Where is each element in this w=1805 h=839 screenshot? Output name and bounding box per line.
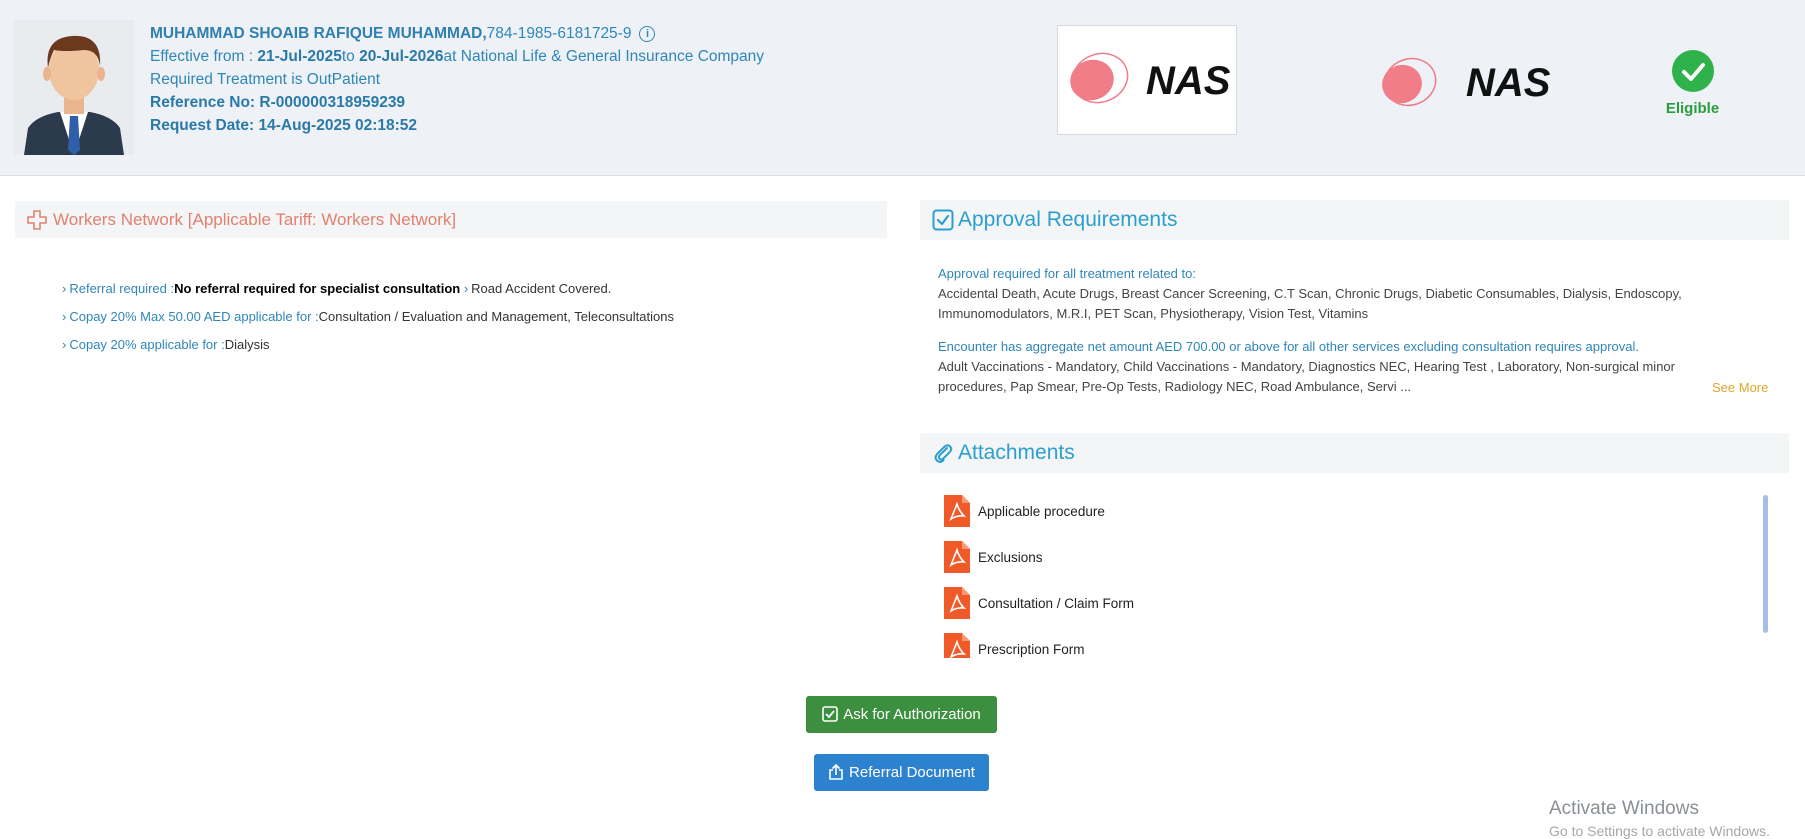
rule-value: No referral required for specialist consultation (174, 281, 461, 296)
check-circle-icon (1672, 50, 1714, 92)
effective-to: 20-Jul-2026 (359, 48, 444, 65)
info-icon[interactable]: i (639, 26, 655, 42)
attachments-scrollbar[interactable] (1763, 495, 1768, 633)
referral-document-button[interactable] (814, 754, 989, 791)
attachments-title: Attachments (958, 441, 1075, 464)
reference-number: Reference No: R-000000318959239 (150, 94, 406, 111)
chevron-right-icon: › (62, 281, 67, 296)
network-rules (62, 275, 674, 359)
nas-logo-boxed (1057, 25, 1237, 135)
attachment-item[interactable] (940, 495, 1740, 541)
nas-logo-text: NAS (1466, 61, 1551, 105)
medical-cross-icon (27, 210, 47, 230)
approval-block-body: Accidental Death, Acute Drugs, Breast Cancer Screening, C.T Scan, Chronic Drugs, Diabetic Consumables, Dialysis, Endoscopy, Immunomodulators, M.R.I, PET Scan, Physiotherapy, Vision Test, Vitamins (938, 286, 1682, 321)
attachment-name[interactable]: Consultation / Claim Form (978, 596, 1135, 611)
rule-item (62, 275, 674, 303)
rule-item (62, 303, 674, 331)
effective-from: 21-Jul-2025 (257, 48, 342, 65)
nas-logo (1378, 44, 1558, 114)
eligibility-status (1650, 50, 1735, 117)
approval-title: Approval Requirements (958, 208, 1178, 231)
member-name: MUHAMMAD SHOAIB RAFIQUE MUHAMMAD, (150, 25, 487, 42)
rule-item (62, 331, 674, 359)
eligibility-label: Eligible (1665, 100, 1720, 117)
paperclip-icon (932, 442, 954, 464)
approval-header (920, 200, 1789, 240)
pdf-icon (944, 633, 970, 658)
member-avatar (14, 20, 134, 155)
attachment-item[interactable] (940, 587, 1740, 633)
network-header (15, 201, 887, 238)
member-info (150, 22, 764, 137)
ask-authorization-label: Ask for Authorization (843, 706, 981, 723)
attachment-item[interactable] (940, 633, 1740, 658)
attachments-list (940, 495, 1740, 658)
rule-label: Referral required : (69, 281, 175, 296)
referral-document-label: Referral Document (849, 764, 975, 781)
approval-block-head: Approval required for all treatment related to: (938, 266, 1196, 281)
rule-value: Consultation / Evaluation and Management, Teleconsultations (318, 309, 674, 324)
ask-authorization-button[interactable] (806, 696, 997, 733)
attachments-header (920, 433, 1789, 473)
effective-prefix: Effective from : (150, 48, 258, 65)
attachment-item[interactable] (940, 541, 1740, 587)
pdf-icon (944, 541, 970, 573)
approval-block-head: Encounter has aggregate net amount AED 700.00 or above for all other services excluding consultation requires approval. (938, 339, 1639, 354)
checkbox-icon (932, 209, 954, 231)
member-emirates-id: 784-1985-6181725-9 (486, 25, 632, 42)
attachment-name[interactable]: Prescription Form (978, 642, 1085, 657)
network-title: Workers Network [Applicable Tariff: Workers Network] (53, 210, 457, 229)
treatment-type: Required Treatment is OutPatient (150, 71, 381, 88)
rule-extra: Road Accident Covered. (471, 281, 612, 296)
see-more-link[interactable]: See More (1712, 380, 1769, 395)
chevron-right-icon: › (62, 337, 67, 352)
windows-activation-hint: Go to Settings to activate Windows. (1549, 823, 1770, 839)
approval-block-body: Adult Vaccinations - Mandatory, Child Vaccinations - Mandatory, Diagnostics NEC, Hearing Test , Laboratory, Non-surgical minor procedures, Pap Smear, Pre-Op Tests, Radiology NEC, Road Ambulance, Servi ... (938, 359, 1675, 394)
chevron-right-icon: › (463, 281, 469, 296)
nas-logo-text: NAS (1146, 59, 1231, 103)
approval-requirements (938, 264, 1718, 410)
checkbox-icon (822, 706, 838, 722)
chevron-right-icon: › (62, 309, 67, 324)
windows-activation-watermark: Activate Windows (1549, 798, 1699, 819)
rule-label: Copay 20% Max 50.00 AED applicable for : (69, 309, 319, 324)
member-header (0, 0, 1805, 176)
pdf-icon (944, 495, 970, 527)
attachment-name[interactable]: Applicable procedure (978, 504, 1105, 519)
pdf-icon (944, 587, 970, 619)
rule-value: Dialysis (224, 337, 270, 352)
effective-to-text: to (341, 48, 360, 65)
request-date: Request Date: 14-Aug-2025 02:18:52 (150, 117, 418, 134)
insurer-name: at National Life & General Insurance Company (443, 48, 765, 65)
attachment-name[interactable]: Exclusions (978, 550, 1043, 565)
upload-icon (828, 764, 844, 780)
rule-label: Copay 20% applicable for : (69, 337, 225, 352)
